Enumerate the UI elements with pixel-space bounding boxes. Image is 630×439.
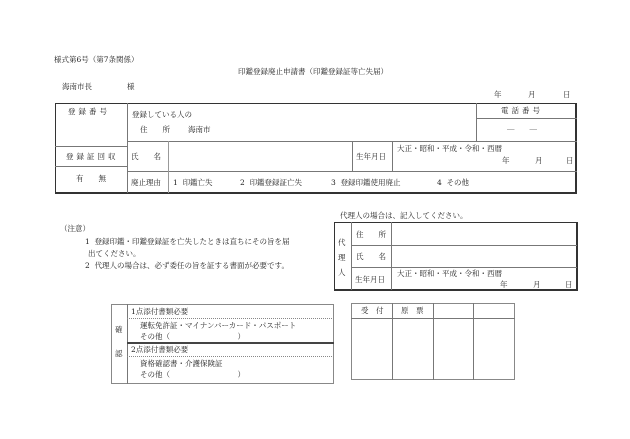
reason-option-1[interactable] xyxy=(173,179,213,187)
address-label: 住 所 xyxy=(140,125,170,134)
cert-collect-label: 登録証回収 xyxy=(66,152,119,161)
name-field[interactable] xyxy=(169,142,351,170)
reason-text: 印鑑亡失 xyxy=(182,178,213,187)
agent-side-label-3: 人 xyxy=(338,268,346,277)
note-text: 代理人の場合は、必ず委任の旨を証する書面が必要です。 xyxy=(94,261,289,270)
era-options[interactable]: 大正・昭和・平成・令和・西暦 xyxy=(397,144,502,153)
date-year-label: 年 xyxy=(494,90,502,99)
divider xyxy=(476,118,577,119)
confirm-side-label-2: 認 xyxy=(115,349,123,358)
agent-birth-day-label: 日 xyxy=(565,280,573,289)
agent-birthdate-label: 生年月日 xyxy=(355,275,385,284)
confirm-section1-docs[interactable]: 運転免許証・マイナンバーカード・パスポート xyxy=(140,321,297,330)
notes-heading: （注意） xyxy=(60,224,90,233)
divider xyxy=(55,146,127,147)
divider xyxy=(55,166,127,167)
reason-num: 2 xyxy=(240,178,245,187)
agent-instruction: 代理人の場合は、記入してください。 xyxy=(340,211,468,220)
form-title: 印鑑登録廃止申請書（印鑑登録証等亡失届） xyxy=(238,67,388,76)
form-number: 様式第6号（第7条関係） xyxy=(54,55,139,64)
reason-num: 4 xyxy=(437,178,442,187)
agent-address-field[interactable] xyxy=(392,223,576,245)
address-value[interactable]: 海南市 xyxy=(188,125,211,134)
reason-text: 印鑑登録証亡失 xyxy=(249,178,303,187)
reason-text: 登録印鑑使用廃止 xyxy=(340,178,401,187)
note-2 xyxy=(85,262,289,270)
divider xyxy=(127,342,334,344)
divider xyxy=(351,267,577,268)
office-header-original: 原 票 xyxy=(401,306,424,315)
note-text: 登録印鑑・印鑑登録証を亡失したときは直ちにその旨を届 xyxy=(94,237,290,246)
reg-number-label: 登録番号 xyxy=(68,107,110,116)
office-cell-original[interactable] xyxy=(393,319,433,379)
reason-option-4[interactable] xyxy=(437,179,469,187)
date-day-label: 日 xyxy=(563,90,571,99)
confirm-section1-other[interactable]: その他（ ） xyxy=(140,332,245,341)
confirm-section2-docs[interactable]: 資格確認書・介護保険証 xyxy=(140,359,223,368)
note-num: 1 xyxy=(85,237,90,246)
reason-option-2[interactable] xyxy=(240,179,302,187)
name-label: 氏 名 xyxy=(131,152,161,161)
agent-name-field[interactable] xyxy=(392,246,576,267)
reason-label: 廃止理由 xyxy=(131,178,161,187)
date-month-label: 月 xyxy=(528,90,536,99)
divider xyxy=(352,141,353,171)
agent-address-label: 住 所 xyxy=(356,230,386,239)
dotted-divider xyxy=(127,356,334,357)
note-num: 2 xyxy=(85,261,90,270)
note-1-cont: 出てください。 xyxy=(88,249,141,258)
registered-person-label: 登録している人の xyxy=(132,110,192,119)
reason-num: 3 xyxy=(331,178,336,187)
birthdate-label: 生年月日 xyxy=(356,152,386,161)
divider xyxy=(476,103,477,141)
phone-field[interactable]: ― ― xyxy=(507,124,537,133)
birth-month-label: 月 xyxy=(535,156,543,165)
confirm-section1-title: 1点添付書類必要 xyxy=(131,307,189,316)
presence-label: 有 無 xyxy=(76,174,106,183)
confirm-side-label-1: 確 xyxy=(115,325,123,334)
agent-era-options[interactable]: 大正・昭和・平成・令和・西暦 xyxy=(397,269,502,278)
reason-num: 1 xyxy=(173,178,178,187)
agent-birth-year-label: 年 xyxy=(500,280,508,289)
birth-day-label: 日 xyxy=(566,156,574,165)
note-1 xyxy=(85,238,290,246)
dotted-divider xyxy=(127,318,334,319)
office-cell-3[interactable] xyxy=(434,319,473,379)
divider xyxy=(127,171,577,172)
divider xyxy=(392,141,393,171)
agent-name-label: 氏 名 xyxy=(356,252,386,261)
phone-label: 電話番号 xyxy=(501,106,543,115)
reason-text: その他 xyxy=(446,178,470,187)
addressee: 海南市長 xyxy=(62,82,92,91)
office-cell-4[interactable] xyxy=(474,319,514,379)
confirm-section2-other[interactable]: その他（ ） xyxy=(140,370,245,379)
reason-option-3[interactable] xyxy=(331,179,401,187)
agent-birth-month-label: 月 xyxy=(533,280,541,289)
confirm-section2-title: 2点添付書類必要 xyxy=(131,345,189,354)
divider xyxy=(127,304,128,384)
office-cell-reception[interactable] xyxy=(352,319,392,379)
birth-year-label: 年 xyxy=(502,156,510,165)
agent-side-label-1: 代 xyxy=(338,238,346,247)
divider xyxy=(351,222,352,290)
divider xyxy=(127,103,128,193)
honorific: 様 xyxy=(127,82,135,91)
agent-side-label-2: 理 xyxy=(338,253,346,262)
office-header-reception: 受 付 xyxy=(361,306,384,315)
